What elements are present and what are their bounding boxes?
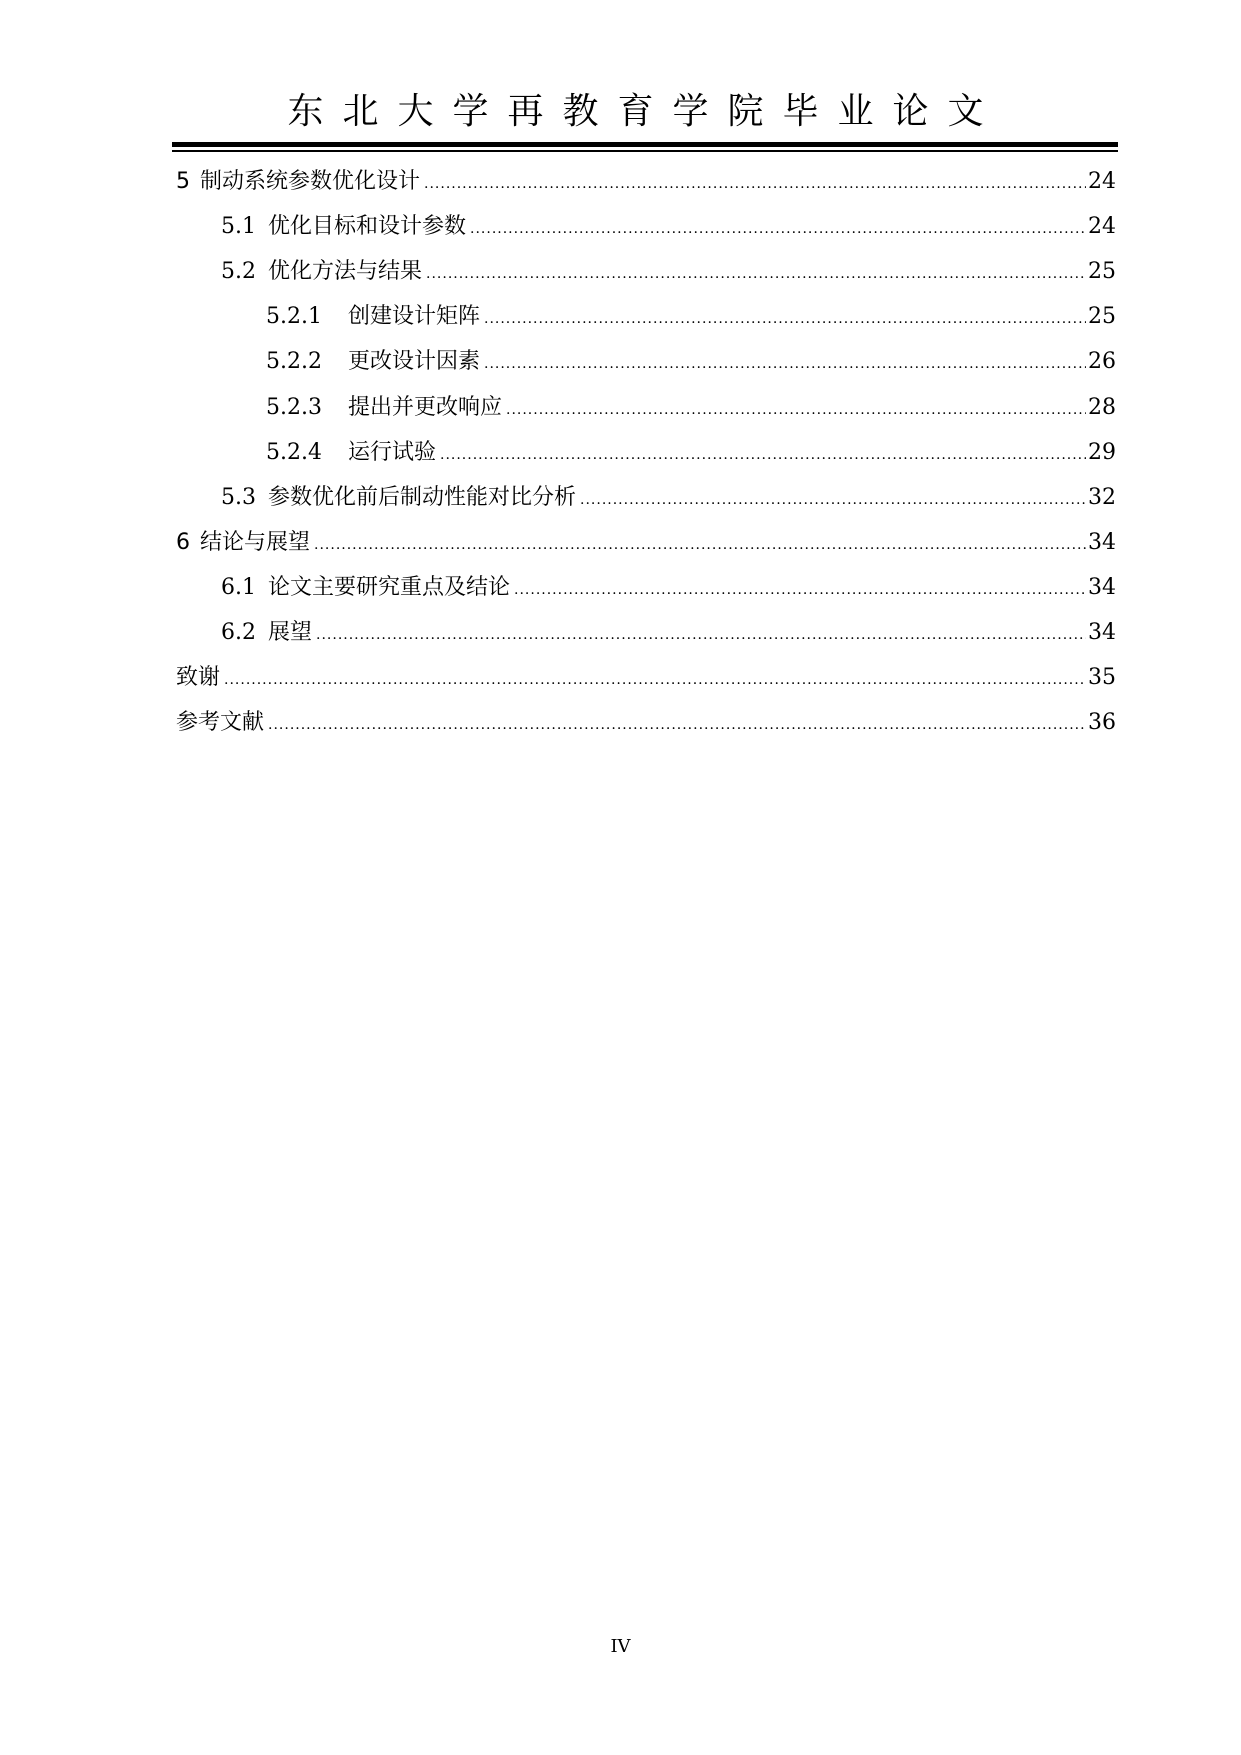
toc-entry xyxy=(176,705,1116,741)
toc-entry-number: 5.2.3 xyxy=(266,394,322,420)
toc-entry-number: 5.3 xyxy=(221,484,256,510)
toc-entry xyxy=(266,344,1116,380)
toc-dot-leader xyxy=(514,572,1086,608)
toc-entry-page-number: 29 xyxy=(1088,439,1116,465)
toc-dot-leader xyxy=(268,707,1086,743)
toc-dot-leader xyxy=(506,392,1086,428)
toc-entry-page-number: 25 xyxy=(1088,259,1116,285)
toc-entry-title: 展望 xyxy=(268,620,313,645)
header-rule-thin xyxy=(172,150,1118,152)
toc-entry-page-number: 32 xyxy=(1088,484,1116,510)
toc-entry-number: 5.2 xyxy=(221,259,256,285)
toc-entry-title: 提出并更改响应 xyxy=(347,394,502,420)
toc-entry xyxy=(176,164,1116,200)
toc-entry-title: 结论与展望 xyxy=(200,529,311,555)
toc-entry-number: 6.1 xyxy=(221,574,256,600)
toc-entry-page-number: 25 xyxy=(1088,304,1116,330)
page-header-title: 东北大学再教育学院毕业论文 xyxy=(287,91,1003,132)
toc-entry-page-number: 34 xyxy=(1088,574,1116,600)
toc-entry-page-number: 35 xyxy=(1088,665,1116,691)
header-rule-thick xyxy=(172,142,1118,147)
toc-entry-title: 致谢 xyxy=(176,665,221,691)
toc-entry xyxy=(221,480,1116,516)
page-number-footer: IV xyxy=(610,1636,631,1657)
toc-entry xyxy=(221,570,1116,606)
toc-entry-page-number: 34 xyxy=(1088,529,1116,555)
toc-entry-title: 论文主要研究重点及结论 xyxy=(268,574,511,600)
toc-entry-number: 5.2.2 xyxy=(266,349,322,375)
toc-entry-title: 创建设计矩阵 xyxy=(347,304,480,330)
toc-entry-number: 5.2.4 xyxy=(266,439,322,465)
toc-entry-number: 6.2 xyxy=(221,620,256,645)
toc-dot-leader xyxy=(484,301,1086,337)
toc-entry xyxy=(266,435,1116,471)
toc-entry-title: 参考文献 xyxy=(176,710,265,736)
toc-entry-number: 6 xyxy=(176,529,190,555)
toc-dot-leader xyxy=(470,211,1086,247)
toc-entry xyxy=(266,390,1116,426)
toc-dot-leader xyxy=(580,482,1086,518)
toc-entry xyxy=(221,209,1116,245)
toc-entry-title: 制动系统参数优化设计 xyxy=(200,169,421,194)
toc-entry-number: 5.2.1 xyxy=(266,304,322,330)
toc-entry xyxy=(176,525,1116,561)
toc-entry-title: 优化方法与结果 xyxy=(268,259,423,285)
toc-dot-leader xyxy=(440,437,1086,473)
toc-dot-leader xyxy=(316,617,1086,653)
toc-entry-title: 更改设计因素 xyxy=(347,349,480,375)
toc-dot-leader xyxy=(426,256,1086,292)
toc-entry-title: 参数优化前后制动性能对比分析 xyxy=(268,484,577,510)
toc-entry-page-number: 36 xyxy=(1088,710,1116,736)
toc-entry-page-number: 24 xyxy=(1088,214,1116,240)
toc-entry-page-number: 24 xyxy=(1088,169,1116,194)
toc-entry-title: 运行试验 xyxy=(347,439,436,465)
toc-entry-page-number: 34 xyxy=(1088,620,1116,645)
toc-entry-page-number: 26 xyxy=(1088,349,1116,375)
toc-entry xyxy=(221,615,1116,651)
toc-dot-leader xyxy=(224,662,1086,698)
toc-dot-leader xyxy=(424,166,1086,202)
toc-entry-number: 5.1 xyxy=(221,214,256,240)
toc-entry xyxy=(266,299,1116,335)
toc-entry xyxy=(221,254,1116,290)
toc-dot-leader xyxy=(484,346,1086,382)
toc-entry-title: 优化目标和设计参数 xyxy=(268,214,467,240)
toc-entry-number: 5 xyxy=(176,169,190,194)
toc-entry-page-number: 28 xyxy=(1088,394,1116,420)
toc-dot-leader xyxy=(314,527,1086,563)
toc-entry xyxy=(176,660,1116,696)
